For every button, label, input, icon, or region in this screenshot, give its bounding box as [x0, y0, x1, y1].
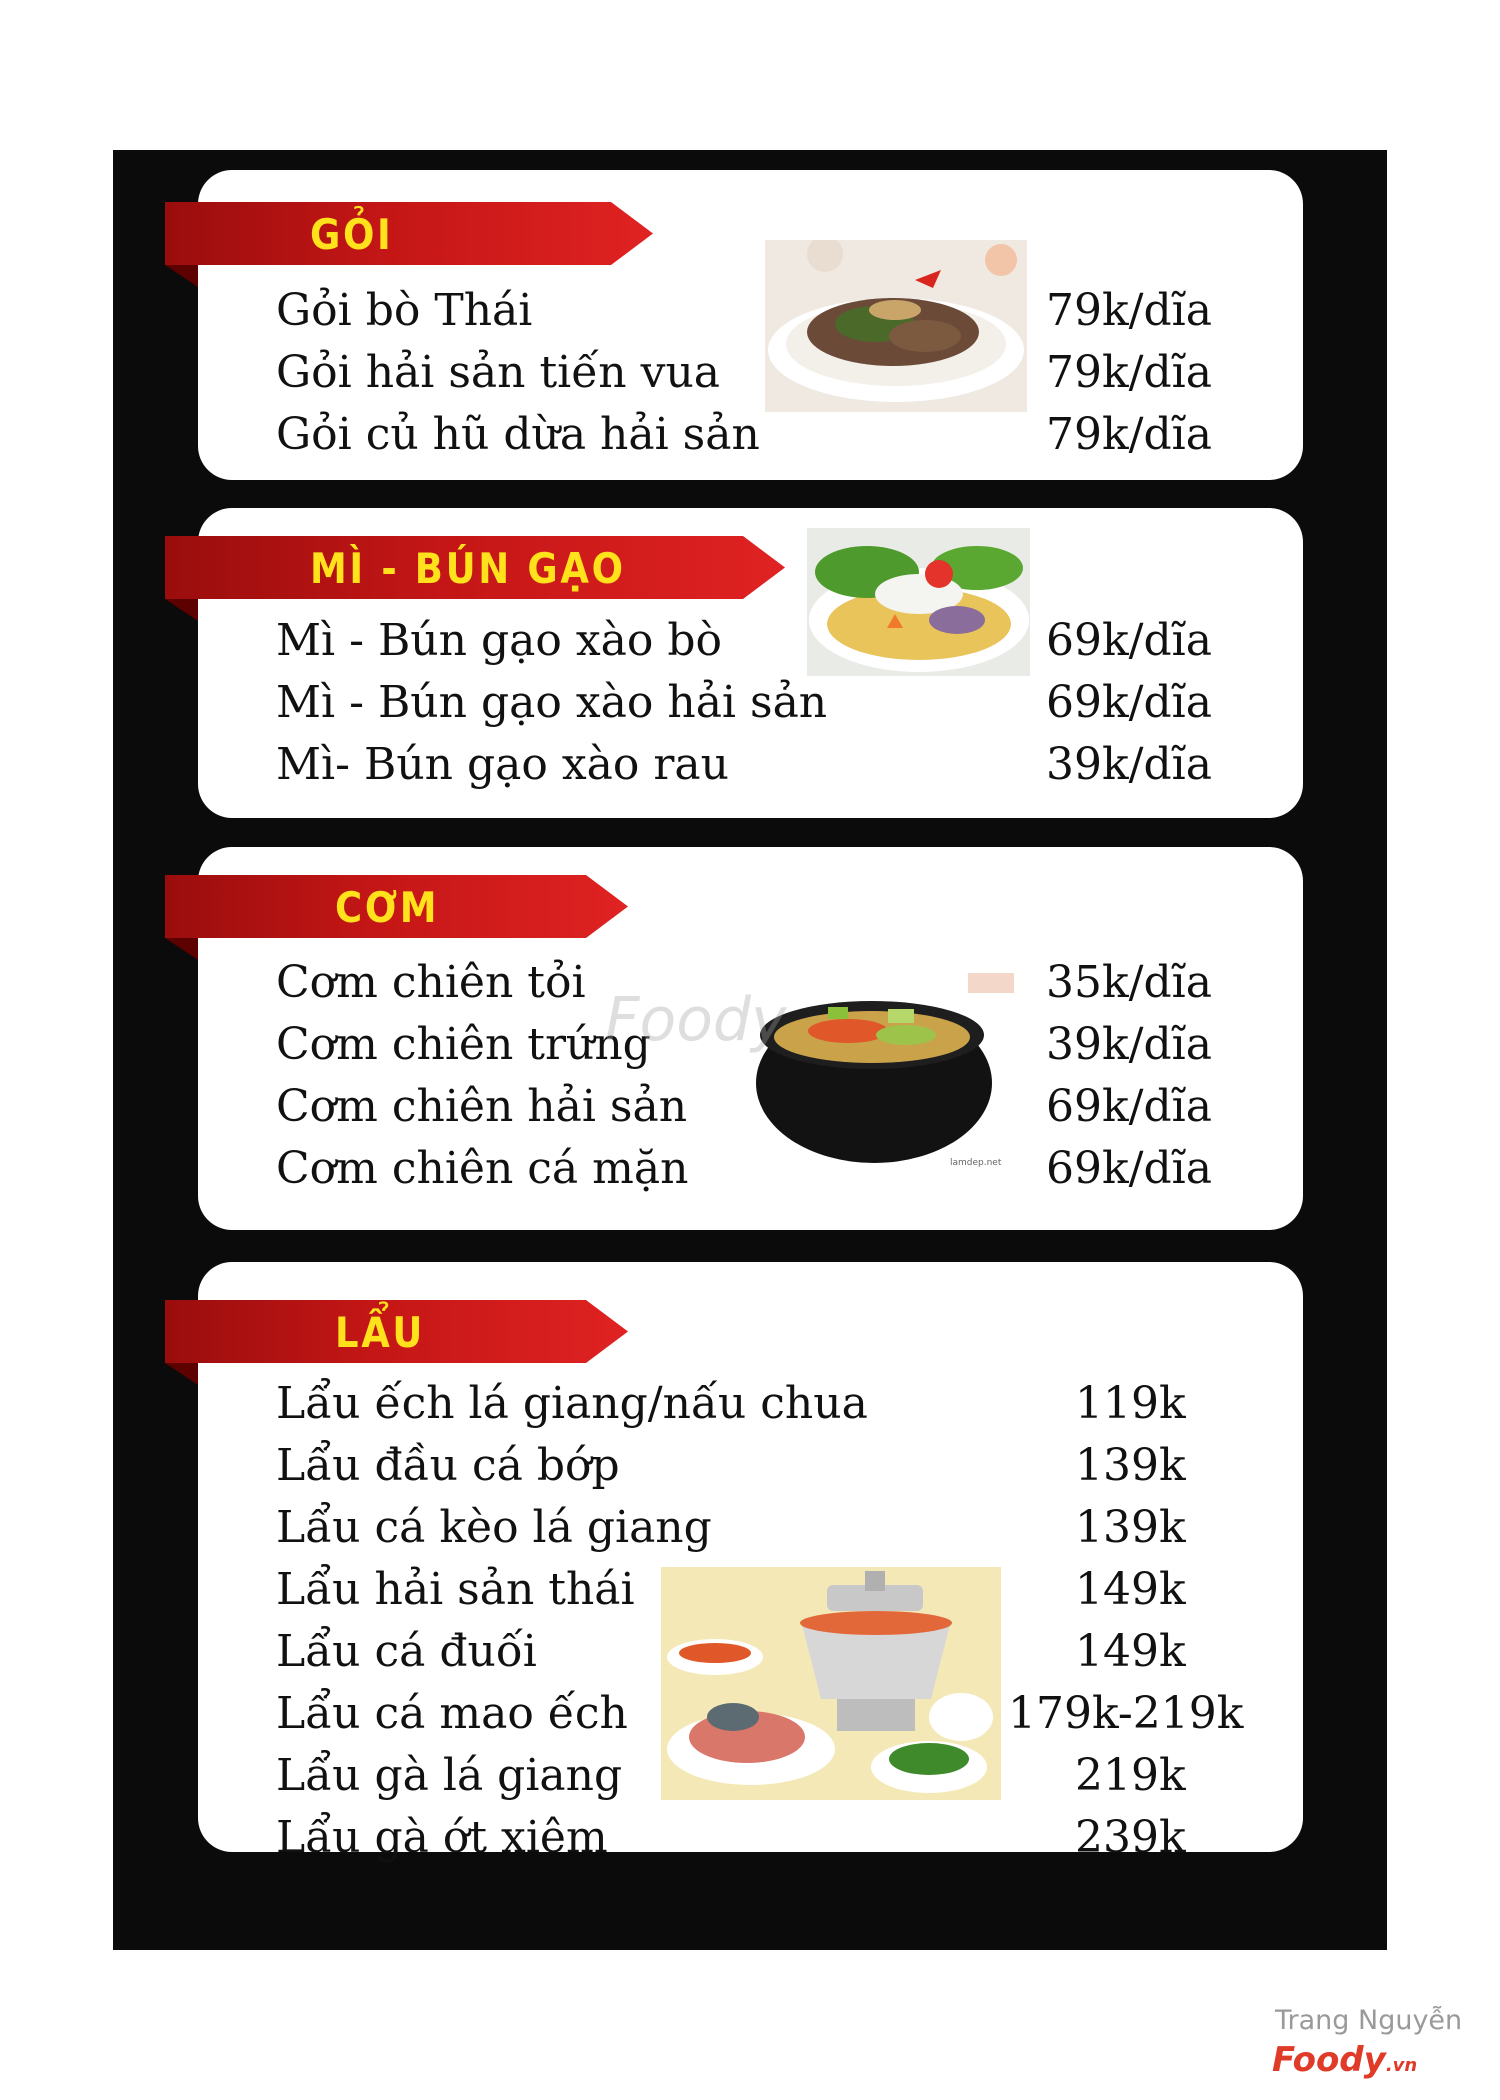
foody-logo-tld: .vn — [1385, 2055, 1418, 2076]
menu-section-mi-bun-gao — [198, 508, 1303, 818]
dish-name: Mì - Bún gạo xào bò — [276, 615, 723, 666]
dish-photo-hotpot — [661, 1567, 1001, 1800]
menu-section-lau — [198, 1262, 1303, 1863]
dish-name: Lẩu cá kèo lá giang — [276, 1502, 712, 1553]
dish-name: Cơm chiên tỏi — [276, 957, 586, 1008]
section-title: MÌ - BÚN GẠO — [310, 544, 626, 593]
dish-name: Cơm chiên hải sản — [276, 1081, 688, 1132]
dish-name: Gỏi củ hũ dừa hải sản — [276, 409, 760, 460]
dish-name: Lẩu đầu cá bớp — [276, 1440, 620, 1491]
dish-price: 69k/dĩa — [1046, 677, 1212, 728]
dish-price: 69k/dĩa — [1046, 1143, 1212, 1194]
dish-name: Mì - Bún gạo xào hải sản — [276, 677, 828, 728]
dish-name: Lẩu cá mao ếch — [276, 1688, 628, 1739]
dish-price: 39k/dĩa — [1046, 1019, 1212, 1070]
dish-price: 219k — [1075, 1750, 1186, 1801]
dish-name: Cơm chiên trứng — [276, 1019, 651, 1070]
dish-price: 69k/dĩa — [1046, 1081, 1212, 1132]
dish-name: Lẩu ếch lá giang/nấu chua — [276, 1378, 868, 1429]
watermark-foody-faint: Foody — [605, 985, 787, 1055]
dish-name: Gỏi bò Thái — [276, 285, 533, 336]
dish-photo-beef-salad — [765, 240, 1027, 412]
section-title: LẨU — [335, 1308, 426, 1357]
menu-section-goi — [198, 170, 1303, 480]
dish-price: 239k — [1075, 1812, 1186, 1863]
dish-price: 149k — [1075, 1626, 1186, 1677]
dish-name: Lẩu hải sản thái — [276, 1564, 635, 1615]
dish-name: Cơm chiên cá mặn — [276, 1143, 689, 1194]
dish-name: Mì- Bún gạo xào rau — [276, 739, 729, 790]
dish-price: 139k — [1075, 1502, 1186, 1553]
dish-price: 179k-219k — [1008, 1688, 1244, 1739]
dish-price: 79k/dĩa — [1046, 409, 1212, 460]
dish-price: 79k/dĩa — [1046, 347, 1212, 398]
dish-price: 139k — [1075, 1440, 1186, 1491]
section-title: GỎI — [310, 210, 394, 259]
foody-logo-text: Foody — [1272, 2040, 1386, 2080]
dish-price: 35k/dĩa — [1046, 957, 1212, 1008]
dish-price: 39k/dĩa — [1046, 739, 1212, 790]
watermark-author: Trang Nguyễn — [1275, 2005, 1463, 2036]
dish-price: 79k/dĩa — [1046, 285, 1212, 336]
dish-price: 69k/dĩa — [1046, 615, 1212, 666]
dish-name: Lẩu gà lá giang — [276, 1750, 623, 1801]
dish-name: Gỏi hải sản tiến vua — [276, 347, 721, 398]
foody-logo — [1272, 2040, 1417, 2080]
dish-name: Lẩu cá đuối — [276, 1626, 537, 1677]
dish-price: 149k — [1075, 1564, 1186, 1615]
dish-photo-noodles — [807, 528, 1030, 676]
photo-credit: lamdep.net — [950, 1158, 1002, 1168]
dish-price: 119k — [1075, 1378, 1186, 1429]
section-title: CƠM — [335, 883, 440, 932]
dish-name: Lẩu gà ớt xiêm — [276, 1812, 608, 1863]
